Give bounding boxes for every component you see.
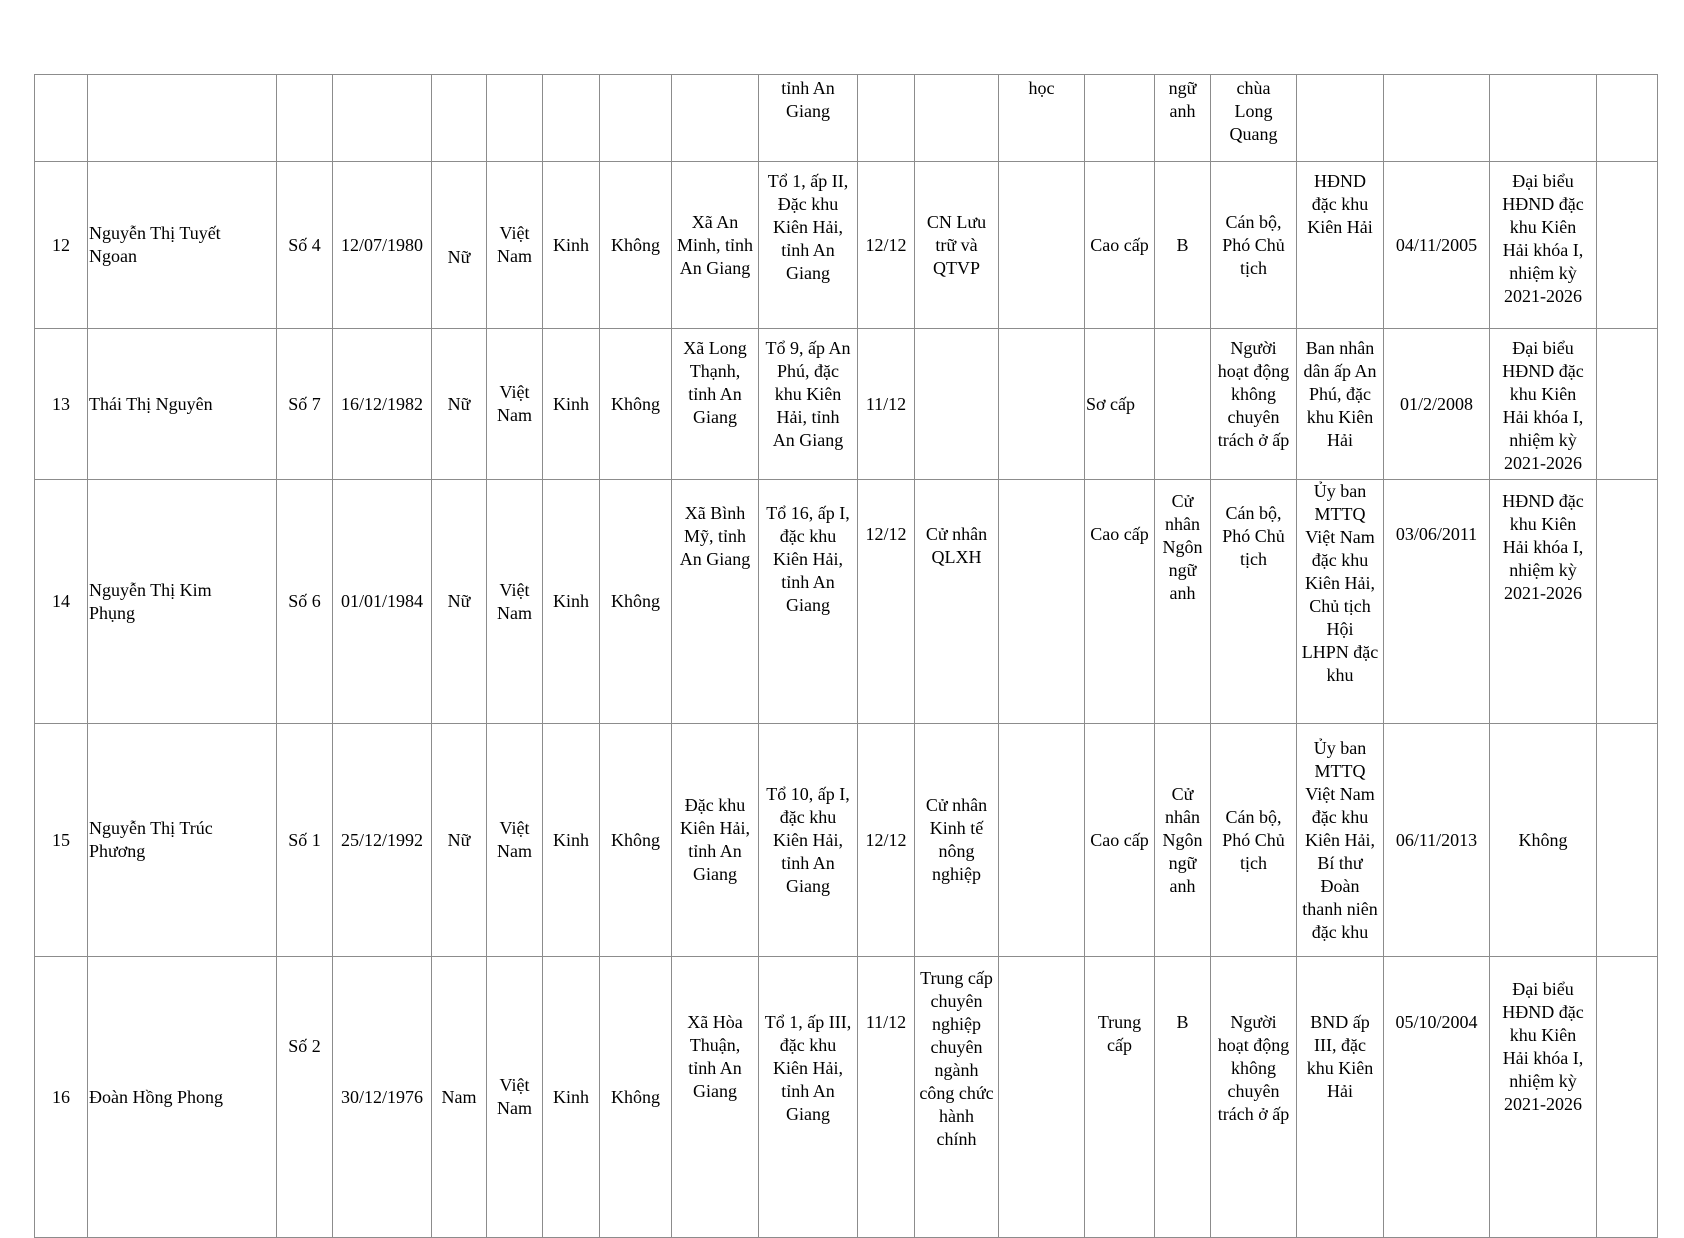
cell-nationality: Việt Nam	[487, 724, 543, 957]
cell-stt: 12	[35, 162, 88, 329]
cell-degree: Cử nhân Kinh tế nông nghiệp	[915, 724, 999, 957]
cell-name: Thái Thị Nguyên	[88, 329, 277, 480]
cell-dob	[333, 75, 432, 162]
cell-workplace: Ủy ban MTTQ Việt Nam đặc khu Kiên Hải, Chủ tịch Hội LHPN đặc khu	[1297, 480, 1384, 724]
cell-dob: 16/12/1982	[333, 329, 432, 480]
cell-general-edu: 11/12	[858, 329, 915, 480]
cell-position: chùa Long Quang	[1211, 75, 1297, 162]
cell-residence: Tổ 9, ấp An Phú, đặc khu Kiên Hải, tỉnh An Giang	[759, 329, 858, 480]
cell-nationality	[487, 75, 543, 162]
cell-party-date: 03/06/2011	[1384, 480, 1490, 724]
cell-last	[1597, 162, 1658, 329]
cell-sex: Nữ	[432, 480, 487, 724]
cell-col-h	[999, 162, 1085, 329]
cell-party-date	[1384, 75, 1490, 162]
cell-hometown: Xã Hòa Thuận, tỉnh An Giang	[672, 957, 759, 1238]
cell-unit: Số 1	[277, 724, 333, 957]
cell-ethnicity: Kinh	[543, 957, 600, 1238]
cell-delegate: HĐND đặc khu Kiên Hải khóa I, nhiệm kỳ 2021-2026	[1490, 480, 1597, 724]
cell-political: Trung cấp	[1085, 957, 1155, 1238]
cell-general-edu	[858, 75, 915, 162]
cell-hometown: Đặc khu Kiên Hải, tỉnh An Giang	[672, 724, 759, 957]
cell-last	[1597, 75, 1658, 162]
cell-last	[1597, 724, 1658, 957]
cell-position: Cán bộ, Phó Chủ tịch	[1211, 724, 1297, 957]
cell-dob: 30/12/1976	[333, 957, 432, 1238]
cell-degree: CN Lưu trữ và QTVP	[915, 162, 999, 329]
cell-party-date: 01/2/2008	[1384, 329, 1490, 480]
cell-hometown: Xã An Minh, tỉnh An Giang	[672, 162, 759, 329]
cell-col-h	[999, 724, 1085, 957]
cell-sex: Nam	[432, 957, 487, 1238]
cell-sex	[432, 75, 487, 162]
cell-nationality: Việt Nam	[487, 162, 543, 329]
cell-political: Cao cấp	[1085, 162, 1155, 329]
cell-ethnicity: Kinh	[543, 329, 600, 480]
table-row	[35, 75, 1658, 162]
cell-name: Nguyễn Thị Tuyết Ngoan	[88, 162, 277, 329]
cell-delegate: Đại biểu HĐND đặc khu Kiên Hải khóa I, nhiệm kỳ 2021-2026	[1490, 329, 1597, 480]
cell-lang: ngữ anh	[1155, 75, 1211, 162]
cell-col-h	[999, 480, 1085, 724]
cell-degree: Cử nhân QLXH	[915, 480, 999, 724]
cell-degree	[915, 75, 999, 162]
cell-stt: 16	[35, 957, 88, 1238]
cell-last	[1597, 480, 1658, 724]
cell-residence: Tổ 1, ấp II, Đặc khu Kiên Hải, tỉnh An Giang	[759, 162, 858, 329]
cell-ethnicity: Kinh	[543, 162, 600, 329]
cell-last	[1597, 329, 1658, 480]
cell-degree	[915, 329, 999, 480]
cell-position: Cán bộ, Phó Chủ tịch	[1211, 480, 1297, 724]
cell-name: Nguyễn Thị Kim Phụng	[88, 480, 277, 724]
cell-general-edu: 12/12	[858, 162, 915, 329]
cell-stt: 15	[35, 724, 88, 957]
cell-residence: Tổ 16, ấp I, đặc khu Kiên Hải, tỉnh An Giang	[759, 480, 858, 724]
cell-workplace: HĐND đặc khu Kiên Hải	[1297, 162, 1384, 329]
cell-lang	[1155, 329, 1211, 480]
cell-stt	[35, 75, 88, 162]
cell-residence: Tổ 1, ấp III, đặc khu Kiên Hải, tỉnh An Giang	[759, 957, 858, 1238]
cell-dob: 01/01/1984	[333, 480, 432, 724]
cell-position: Cán bộ, Phó Chủ tịch	[1211, 162, 1297, 329]
cell-workplace: Ban nhân dân ấp An Phú, đặc khu Kiên Hải	[1297, 329, 1384, 480]
cell-workplace	[1297, 75, 1384, 162]
cell-religion: Không	[600, 957, 672, 1238]
table-row	[35, 480, 1658, 724]
cell-ethnicity	[543, 75, 600, 162]
cell-delegate	[1490, 75, 1597, 162]
cell-lang: B	[1155, 162, 1211, 329]
cell-unit: Số 2	[277, 957, 333, 1238]
table-row	[35, 957, 1658, 1238]
cell-residence: Tổ 10, ấp I, đặc khu Kiên Hải, tỉnh An Giang	[759, 724, 858, 957]
cell-political	[1085, 75, 1155, 162]
cell-sex: Nữ	[432, 329, 487, 480]
cell-dob: 12/07/1980	[333, 162, 432, 329]
cell-name: Đoàn Hồng Phong	[88, 957, 277, 1238]
cell-unit	[277, 75, 333, 162]
cell-position: Người hoạt động không chuyên trách ở ấp	[1211, 957, 1297, 1238]
cell-political: Sơ cấp	[1085, 329, 1155, 480]
cell-delegate: Đại biểu HĐND đặc khu Kiên Hải khóa I, nhiệm kỳ 2021-2026	[1490, 162, 1597, 329]
cell-delegate: Đại biểu HĐND đặc khu Kiên Hải khóa I, nhiệm kỳ 2021-2026	[1490, 957, 1597, 1238]
cell-position: Người hoạt động không chuyên trách ở ấp	[1211, 329, 1297, 480]
cell-sex: Nữ	[432, 162, 487, 329]
cell-ethnicity: Kinh	[543, 724, 600, 957]
cell-religion: Không	[600, 480, 672, 724]
cell-workplace: Ủy ban MTTQ Việt Nam đặc khu Kiên Hải, Bí thư Đoàn thanh niên đặc khu	[1297, 724, 1384, 957]
cell-general-edu: 11/12	[858, 957, 915, 1238]
cell-political: Cao cấp	[1085, 724, 1155, 957]
cell-religion: Không	[600, 724, 672, 957]
cell-name: Nguyễn Thị Trúc Phương	[88, 724, 277, 957]
candidate-table	[34, 74, 1658, 1238]
cell-name	[88, 75, 277, 162]
cell-sex: Nữ	[432, 724, 487, 957]
cell-hometown: Xã Bình Mỹ, tỉnh An Giang	[672, 480, 759, 724]
cell-nationality: Việt Nam	[487, 480, 543, 724]
cell-unit: Số 7	[277, 329, 333, 480]
cell-ethnicity: Kinh	[543, 480, 600, 724]
cell-dob: 25/12/1992	[333, 724, 432, 957]
cell-col-h	[999, 329, 1085, 480]
cell-nationality: Việt Nam	[487, 329, 543, 480]
cell-degree: Trung cấp chuyên nghiệp chuyên ngành công chức hành chính	[915, 957, 999, 1238]
cell-lang: Cử nhân Ngôn ngữ anh	[1155, 480, 1211, 724]
cell-unit: Số 4	[277, 162, 333, 329]
cell-residence: tỉnh An Giang	[759, 75, 858, 162]
table-row	[35, 724, 1658, 957]
cell-general-edu: 12/12	[858, 480, 915, 724]
cell-party-date: 05/10/2004	[1384, 957, 1490, 1238]
table-row	[35, 162, 1658, 329]
cell-nationality: Việt Nam	[487, 957, 543, 1238]
cell-hometown: Xã Long Thạnh, tỉnh An Giang	[672, 329, 759, 480]
cell-delegate: Không	[1490, 724, 1597, 957]
cell-party-date: 06/11/2013	[1384, 724, 1490, 957]
cell-political: Cao cấp	[1085, 480, 1155, 724]
cell-religion	[600, 75, 672, 162]
cell-col-h: học	[999, 75, 1085, 162]
cell-lang: B	[1155, 957, 1211, 1238]
cell-col-h	[999, 957, 1085, 1238]
table-row	[35, 329, 1658, 480]
cell-hometown	[672, 75, 759, 162]
cell-unit: Số 6	[277, 480, 333, 724]
cell-workplace: BND ấp III, đặc khu Kiên Hải	[1297, 957, 1384, 1238]
cell-stt: 13	[35, 329, 88, 480]
cell-general-edu: 12/12	[858, 724, 915, 957]
cell-religion: Không	[600, 162, 672, 329]
cell-stt: 14	[35, 480, 88, 724]
cell-religion: Không	[600, 329, 672, 480]
cell-last	[1597, 957, 1658, 1238]
cell-party-date: 04/11/2005	[1384, 162, 1490, 329]
cell-lang: Cử nhân Ngôn ngữ anh	[1155, 724, 1211, 957]
